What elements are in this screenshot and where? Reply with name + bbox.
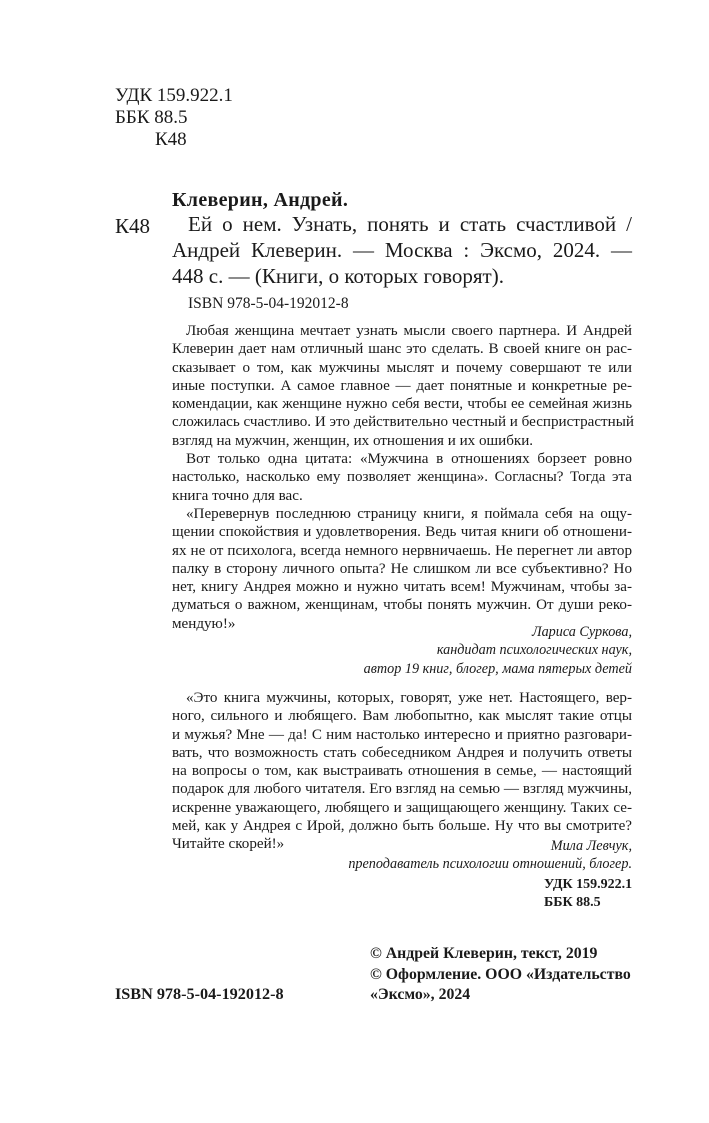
review-line: щении спокойствия и удовлетворения. Ведь читая книги об отношени- <box>172 524 632 541</box>
review-1 <box>172 505 632 633</box>
annotation-line: комендации, как женщине нужно себя вести, чтобы ее семейная жизнь <box>172 396 632 413</box>
review-line: ного, сильного и любящего. Вам любопытно, как мыслят такие отцы <box>172 708 632 725</box>
annotation-line: настолько, насколько ему позволяет женщина». Согласны? Тогда эта <box>172 469 632 486</box>
annotation-line: Клеверин дает нам отличный шанс это сделать. В своей книге он рас- <box>172 341 632 358</box>
annotation-line: книга точно для вас. <box>172 487 303 504</box>
bottom-isbn: ISBN 978-5-04-192012-8 <box>115 985 284 1003</box>
bottom-bbk-code: ББК 88.5 <box>544 895 601 910</box>
entry-isbn: ISBN 978-5-04-192012-8 <box>188 295 349 312</box>
copyright-line: © Андрей Клеверин, текст, 2019 <box>370 945 598 962</box>
reviewer-title: автор 19 книг, блогер, мама пятерых детей <box>363 660 632 677</box>
description-line: Андрей Клеверин. — Москва : Эксмо, 2024. — <box>172 238 632 262</box>
annotation <box>172 322 632 505</box>
review-line: и мужья? Мне — да! С ним настолько интересно и приятно разговари- <box>172 726 632 743</box>
copyright-line: «Эксмо», 2024 <box>370 986 471 1003</box>
review-line: «Перевернув последнюю страницу книги, я поймала себя на ощу- <box>186 506 632 522</box>
annotation-line: Любая женщина мечтает узнать мысли своего партнера. И Андрей <box>186 323 632 339</box>
review-line: «Это книга мужчины, которых, говорят, уже нет. Настоящего, вер- <box>186 690 632 706</box>
review-line: мендую!» <box>172 615 236 632</box>
review-line: мей, как у Андрея с Ирой, должно быть больше. Ну что вы смотрите? <box>172 818 632 835</box>
review-line: на вопросы о том, как выстраивать отношения в семье, — настоящий <box>172 763 632 780</box>
entry-author-mark: К48 <box>115 214 151 238</box>
review-line: вать, что возможность стать собеседником Андрея и получить ответы <box>172 744 632 761</box>
bottom-udk-code: УДК 159.922.1 <box>544 877 633 892</box>
annotation-line: иные поступки. А самое главное — дает понятные и конкретные ре- <box>172 377 632 394</box>
review-line: Читайте скорей!» <box>172 836 285 853</box>
description-line: 448 с. — (Книги, о которых говорят). <box>172 264 504 288</box>
reviewer-name: Мила Левчук, <box>550 838 632 854</box>
review-2 <box>172 689 632 854</box>
review-line: подарок для любого читателя. Его взгляд на семью — взгляд мужчины, <box>172 781 632 798</box>
annotation-line: взгляд на мужчин, женщин, их отношения и их ошибки. <box>172 432 534 449</box>
reviewer-name: Лариса Суркова, <box>531 624 632 640</box>
reviewer-title: преподаватель психологии отношений, блогер. <box>348 856 632 873</box>
author-mark: К48 <box>155 129 187 150</box>
reviewer-title: кандидат психологических наук, <box>436 642 632 659</box>
review-line: нет, книгу Андрея можно и нужно читать всем! Мужчинам, чтобы за- <box>172 579 632 596</box>
copyright-line: © Оформление. ООО «Издательство <box>370 965 631 983</box>
description-line: Ей о нем. Узнать, понять и стать счастливой / <box>188 212 632 236</box>
bbk-code: ББК 88.5 <box>115 107 188 128</box>
review-line: палку в сторону личного опыта? Не слишком ли все субъективно? Но <box>172 560 632 577</box>
review-2-signature <box>172 837 632 874</box>
copyright-block <box>370 944 631 1006</box>
review-line: думаться о важном, женщинам, чтобы понять мужчин. От души реко- <box>172 597 632 614</box>
udk-code: УДК 159.922.1 <box>115 85 233 106</box>
entry-heading: Клеверин, Андрей. <box>172 189 349 211</box>
entry-description <box>172 211 632 289</box>
annotation-line: сказывает о том, как мужчины мыслят и почему совершают те или <box>172 359 632 376</box>
annotation-line: Вот только одна цитата: «Мужчина в отношениях борзеет ровно <box>186 451 632 468</box>
review-1-signature <box>172 623 632 678</box>
review-line: искренне уважающего, любящего и защищающего женщину. Таких се- <box>172 799 632 816</box>
review-line: ях не от психолога, всегда немного нервничаешь. Не перегнет ли автор <box>172 542 632 559</box>
annotation-line: сложилась счастливо. И это действительно честный и беспристрастный <box>172 414 634 431</box>
